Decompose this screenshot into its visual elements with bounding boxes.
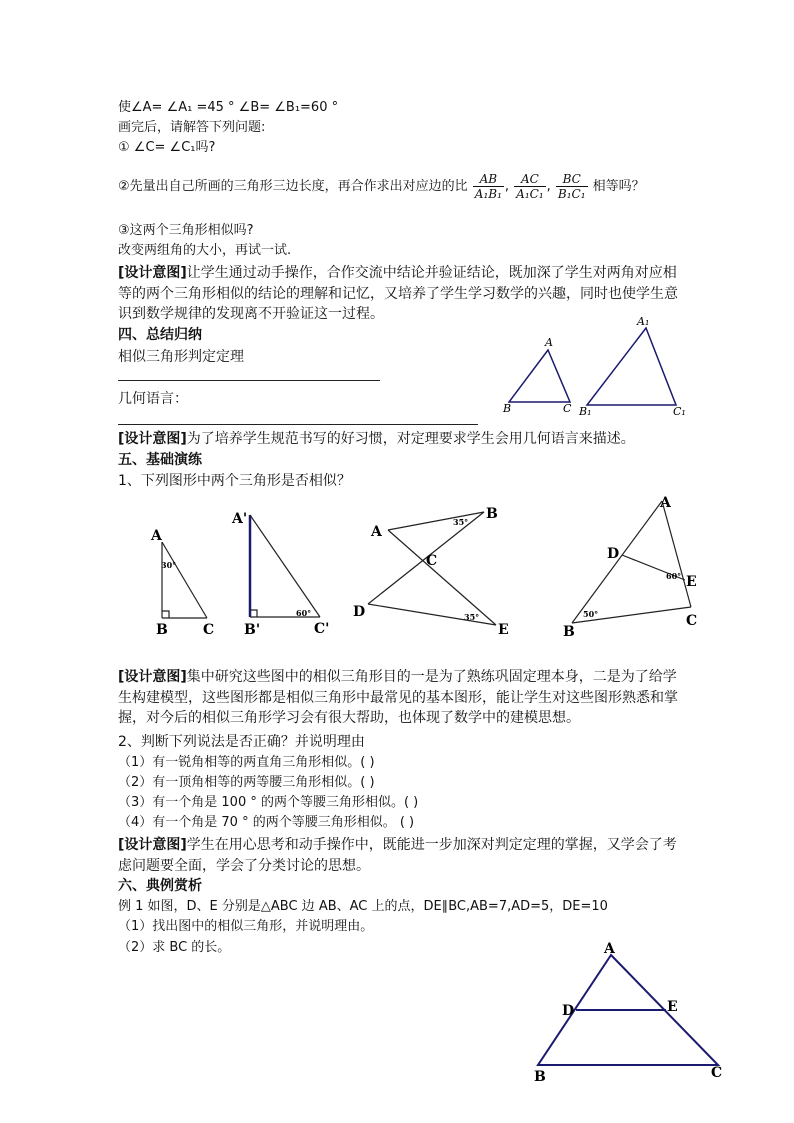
label-b1: B₁ bbox=[579, 405, 592, 418]
design-text: 集中研究这些图中的相似三角形目的一是为了熟练巩固定理本身，二是为了给学生构建模型，这些图形都是相似三角形中最常见的基本图形，能让学生对这些图形熟悉和掌握，对今后的相似三角形学习会有很大帮助，也体现了数学中的建模思想。 bbox=[118, 669, 678, 726]
label-c: C bbox=[563, 402, 572, 415]
angle-label: 60° bbox=[296, 608, 312, 618]
label-a1: A₁ bbox=[637, 315, 650, 328]
exercise-2-title: 2、判断下列说法是否正确？并说明理由 bbox=[118, 734, 365, 750]
label-b-prime: B' bbox=[244, 622, 261, 638]
design-tag: [设计意图] bbox=[118, 431, 187, 447]
design-tag: [设计意图] bbox=[118, 837, 187, 853]
label-e: E bbox=[686, 574, 697, 590]
label-e: E bbox=[667, 999, 678, 1015]
question-3: ③这两个三角形相似吗? bbox=[118, 223, 254, 238]
design-intent-2 bbox=[118, 429, 718, 450]
question-1: ① ∠C= ∠C₁吗? bbox=[118, 140, 216, 155]
blank-line-1 bbox=[118, 380, 380, 381]
label-d: D bbox=[353, 604, 366, 620]
question-2-suffix: 相等吗？ bbox=[592, 179, 645, 194]
label-b: B bbox=[503, 402, 512, 415]
exercise-1: 1、下列图形中两个三角形是否相似？ bbox=[118, 473, 351, 489]
small-triangle bbox=[509, 350, 570, 402]
label-c: C bbox=[426, 553, 438, 569]
geometry-language-label: 几何语言： bbox=[118, 391, 188, 407]
label-b: B bbox=[156, 622, 168, 638]
label-e: E bbox=[498, 622, 509, 638]
design-tag: [设计意图] bbox=[118, 265, 187, 281]
section-4-heading: 四、总结归纳 bbox=[118, 327, 202, 343]
label-c: C bbox=[686, 613, 698, 629]
label-a: A bbox=[545, 336, 553, 349]
label-c: C bbox=[711, 1065, 723, 1081]
label-c-prime: C' bbox=[314, 621, 330, 637]
exercise-2-item-4: （4）有一个角是 70 ° 的两个等腰三角形相似。 ( ) bbox=[118, 815, 415, 830]
ratio-bc: $\frac{BC}{\text{B₁C₁}}$ bbox=[557, 172, 586, 201]
ratio-ab: $\frac{AB}{\text{A₁B₁}}$ bbox=[474, 172, 502, 201]
angle-label-e: 60° bbox=[666, 571, 682, 581]
angle-label-e: 35° bbox=[464, 612, 480, 622]
figure-2 bbox=[228, 505, 348, 640]
figure-1 bbox=[150, 525, 225, 640]
label-d: D bbox=[607, 546, 620, 562]
exercise-2-item-3: （3）有一个角是 100 ° 的两个等腰三角形相似。( ) bbox=[118, 795, 419, 810]
label-c: C bbox=[203, 622, 215, 638]
label-a: A bbox=[604, 941, 615, 957]
design-text: 为了培养学生规范书写的好习惯，对定理要求学生会用几何语言来描述。 bbox=[186, 431, 635, 447]
design-text: 让学生通过动手操作，合作交流中结论并验证结论，既加深了学生对两角对应相等的两个三角形相似的结论的理解和记忆，又培养了学生学习数学的兴趣，同时也使学生意识到数学规律的发现离不开验证这一过程。 bbox=[118, 265, 678, 322]
figure-4 bbox=[560, 490, 710, 640]
angle-label: 30° bbox=[161, 560, 177, 570]
design-intent-4 bbox=[118, 835, 683, 876]
design-tag: [设计意图] bbox=[118, 669, 187, 685]
label-a: A bbox=[151, 528, 162, 544]
label-a: A bbox=[660, 495, 671, 511]
question-4: 改变两组角的大小，再试一试. bbox=[118, 243, 292, 258]
angle-label-b: 35° bbox=[453, 517, 469, 527]
large-triangle bbox=[587, 328, 676, 405]
label-c1: C₁ bbox=[673, 405, 686, 418]
blank-line-2 bbox=[118, 424, 478, 425]
question-2: ②先量出自己所画的三角形三边长度，再合作求出对应边的比 $\frac{AB}{\text{A₁B₁}}$ , $\frac{AC}{\text{A₁C₁}}$ , $\frac{BC}{\text{B₁C₁}}$ 相等吗？ bbox=[118, 172, 645, 201]
label-d: D bbox=[562, 1003, 575, 1019]
intro-line-2: 画完后，请解答下列问题: bbox=[118, 120, 266, 135]
example-figure bbox=[528, 940, 728, 1090]
label-b: B bbox=[563, 624, 575, 640]
question-2-prefix: ②先量出自己所画的三角形三边长度，再合作求出对应边的比 bbox=[118, 179, 468, 194]
design-text: 学生在用心思考和动手操作中，既能进一步加深对判定定理的掌握，又学会了考虑问题要全面，学会了分类讨论的思想。 bbox=[118, 837, 677, 874]
angle-label-b: 50° bbox=[583, 609, 599, 619]
example-1-part-2: （2）求 BC 的长。 bbox=[118, 940, 231, 955]
exercise-2-item-1: （1）有一锐角相等的两直角三角形相似。( ) bbox=[118, 755, 375, 770]
figure-3 bbox=[353, 500, 525, 640]
ratio-ac: $\frac{AC}{\text{A₁C₁}}$ bbox=[516, 172, 544, 201]
design-intent-3 bbox=[118, 667, 683, 729]
section-6-heading: 六、典例赏析 bbox=[118, 878, 202, 894]
label-a-prime: A' bbox=[232, 511, 248, 527]
section-5-heading: 五、基础演练 bbox=[118, 452, 202, 468]
example-1: 例 1 如图，D、E 分别是△ABC 边 AB、AC 上的点，DE∥BC,AB=7,AD=5，DE=10 bbox=[118, 899, 608, 914]
summary-figure bbox=[495, 315, 695, 425]
example-1-part-1: （1）找出图中的相似三角形，并说明理由。 bbox=[118, 919, 374, 934]
label-a: A bbox=[371, 524, 382, 540]
intro-line-1: 使∠A= ∠A₁ =45 ° ∠B= ∠B₁=60 ° bbox=[118, 100, 339, 115]
exercise-2-item-2: （2）有一顶角相等的两等腰三角形相似。( ) bbox=[118, 775, 375, 790]
label-b: B bbox=[486, 506, 498, 522]
label-b: B bbox=[534, 1069, 546, 1085]
theorem-title: 相似三角形判定定理 bbox=[118, 349, 244, 365]
